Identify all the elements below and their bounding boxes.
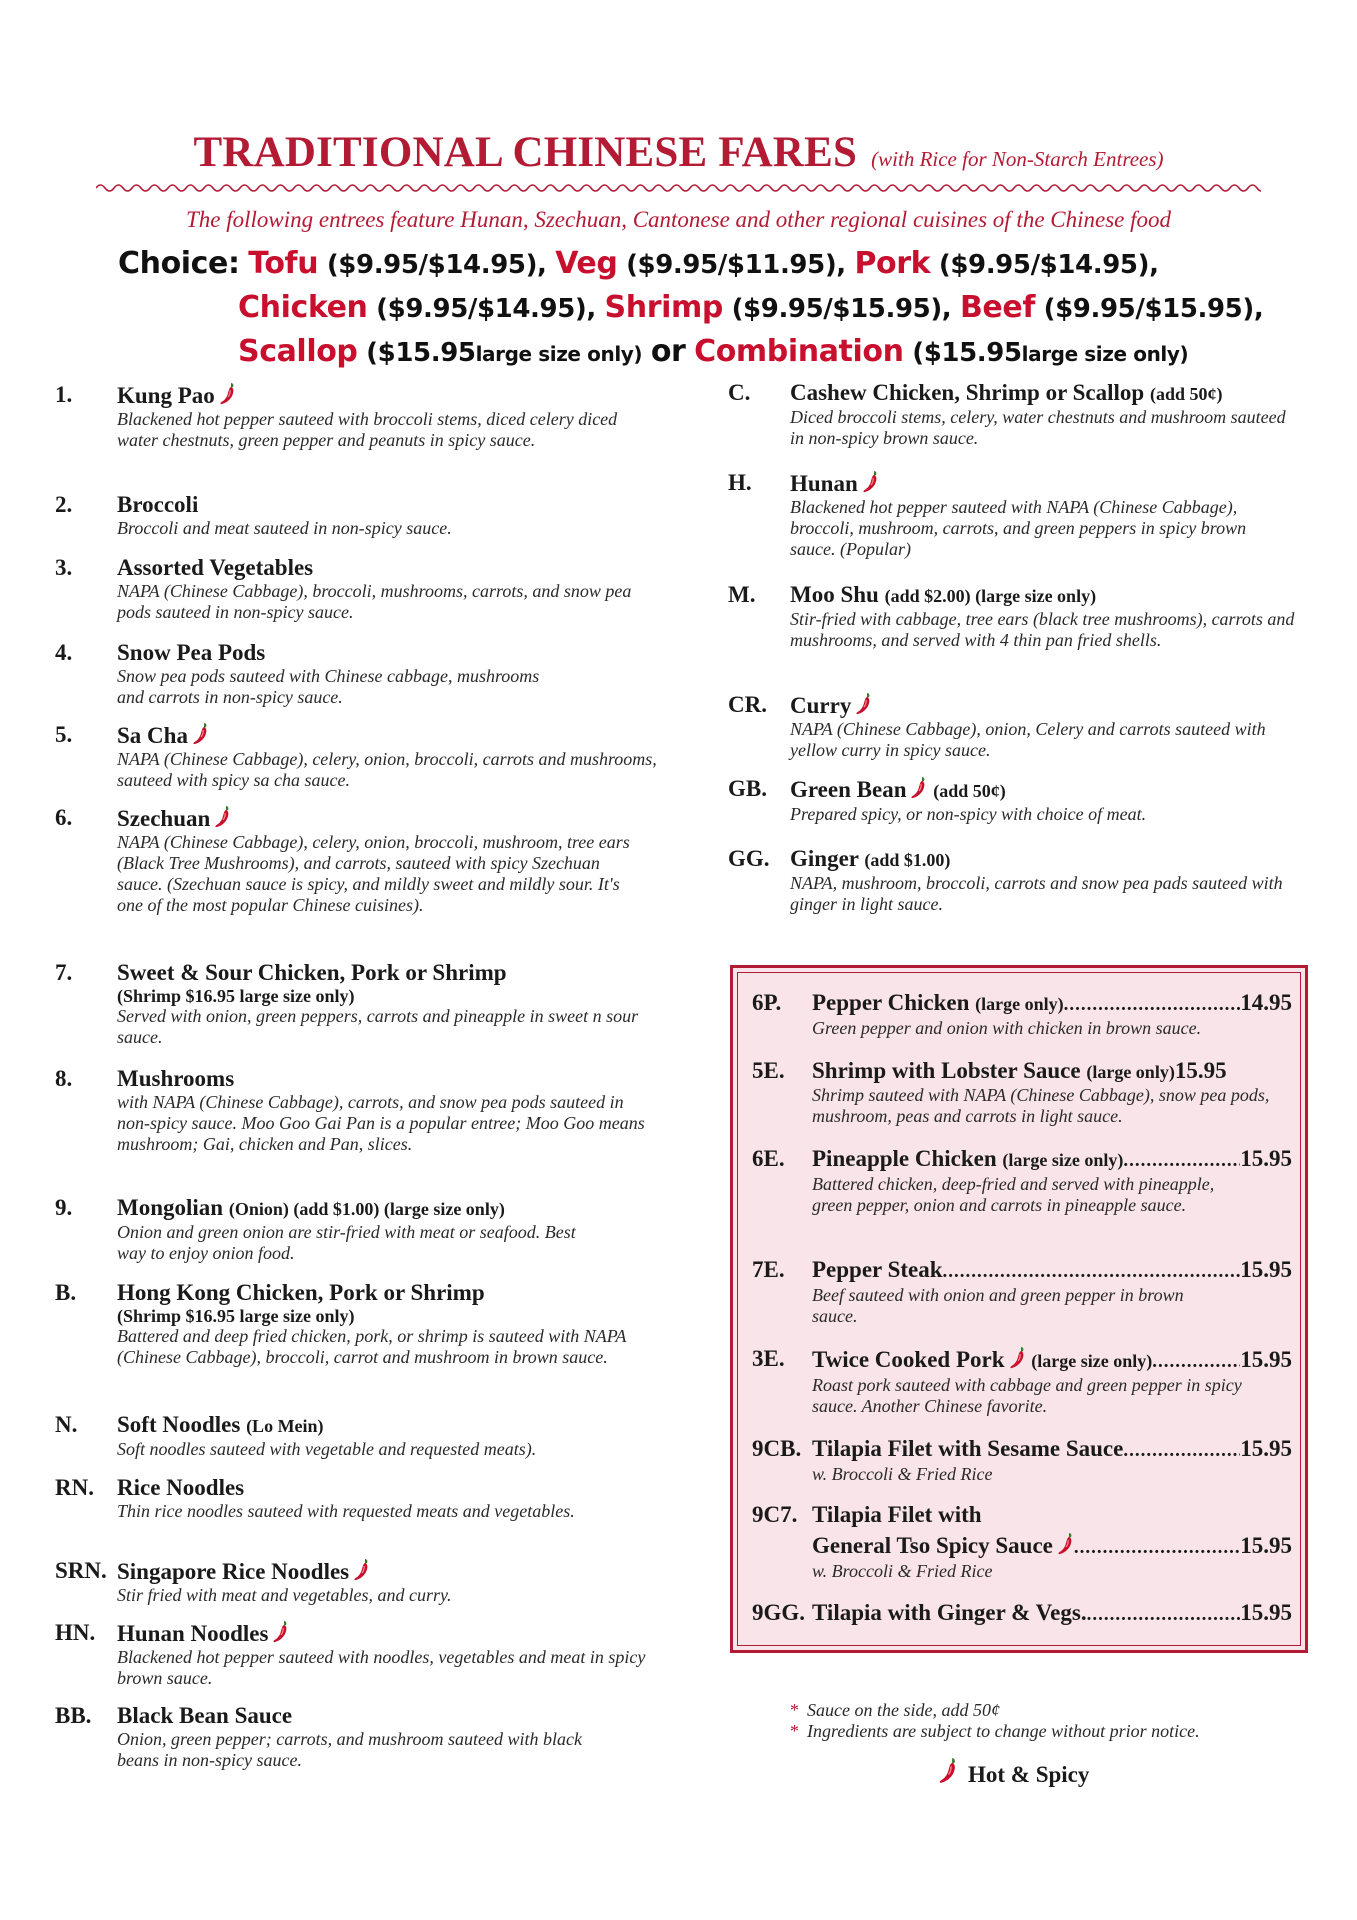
menu-item-soft-noodles (55, 1412, 655, 1460)
choice-scallop-note: large size only) (475, 342, 643, 366)
item-number: B. (55, 1280, 77, 1305)
special-addon: (large only) (1086, 1062, 1175, 1082)
menu-header (0, 128, 1357, 177)
item-description: Diced broccoli stems, celery, water chestnuts and mushroom sauteed in non-spicy brown sauce. (790, 407, 1286, 448)
item-number: 1. (55, 382, 73, 407)
menu-item-hong-kong (55, 1280, 655, 1368)
choice-veg-price: ($9.95/$11.95), (626, 250, 846, 280)
chili-pepper-icon (1057, 1532, 1074, 1556)
item-description: Stir fried with meat and vegetables, and curry. (117, 1585, 452, 1605)
item-description: NAPA (Chinese Cabbage), celery, onion, broccoli, mushroom, tree ears (Black Tree Mushrooms), and carrots, sauteed with spicy Szechuan sauce. (Szechuan sauce is spicy, and mildly sweet and mildly sour. It's one of the most popular Chinese cuisines). (117, 832, 630, 915)
chili-pepper-icon (214, 805, 231, 829)
note-sauce-on-side: Sauce on the side, add 50¢ (807, 1700, 1000, 1720)
item-number: 7. (55, 960, 73, 985)
footer-notes (790, 1700, 1200, 1742)
special-name: Shrimp with Lobster Sauce (812, 1058, 1081, 1083)
special-addon: (large only) (975, 994, 1064, 1014)
menu-item-singapore-rice-noodles (55, 1558, 655, 1606)
item-name: Black Bean Sauce (117, 1703, 293, 1728)
choice-shrimp: Shrimp (604, 290, 723, 325)
item-description: Soft noodles sauteed with vegetable and requested meats). (117, 1439, 537, 1459)
special-name: Tilapia with Ginger & Vegs. (812, 1600, 1087, 1625)
menu-item-mushrooms (55, 1066, 655, 1155)
item-name: Kung Pao (117, 383, 215, 408)
special-price: 15.95 (1240, 1533, 1292, 1558)
special-price: 15.95 (1240, 1347, 1292, 1372)
legend-label: Hot & Spicy (968, 1762, 1090, 1787)
menu-item-rice-noodles (55, 1475, 655, 1522)
item-addon: (add 50¢) (933, 781, 1006, 801)
special-twice-cooked-pork (752, 1346, 1292, 1417)
hot-spicy-legend (934, 1757, 1089, 1788)
choice-pork-price: ($9.95/$14.95), (938, 250, 1159, 280)
choice-beef: Beef (959, 290, 1035, 325)
menu-item-green-bean (728, 776, 1328, 825)
item-addon: (Onion) (add $1.00) (large size only) (228, 1199, 505, 1219)
note-star: * (790, 1721, 799, 1741)
item-description: NAPA (Chinese Cabbage), celery, onion, broccoli, carrots and mushrooms, sauteed with spicy sa cha sauce. (117, 749, 657, 790)
choice-chicken: Chicken (238, 290, 368, 325)
choice-line-1 (118, 246, 1159, 281)
special-description: Green pepper and onion with chicken in brown sauce. (812, 1018, 1202, 1038)
special-price: 15.95 (1174, 1058, 1227, 1083)
item-name: Snow Pea Pods (117, 640, 266, 665)
item-description: Thin rice noodles sauteed with requested meats and vegetables. (117, 1501, 575, 1521)
item-description: NAPA, mushroom, broccoli, carrots and snow pea pads sauteed with ginger in light sauce. (790, 873, 1283, 914)
item-description: Served with onion, green peppers, carrots and pineapple in sweet n sour sauce. (117, 1006, 639, 1047)
menu-item-kung-pao (55, 382, 655, 451)
item-addon: (add $2.00) (large size only) (884, 586, 1097, 606)
item-name: Sa Cha (117, 723, 188, 748)
menu-item-ginger (728, 846, 1328, 915)
page-title: TRADITIONAL CHINESE FARES (193, 129, 858, 176)
item-number: SRN. (55, 1558, 107, 1583)
chili-pepper-icon (219, 382, 236, 406)
item-number: CR. (728, 692, 767, 717)
item-description: NAPA (Chinese Cabbage), broccoli, mushrooms, carrots, and snow pea pods sauteed in non-spicy sauce. (117, 581, 632, 622)
item-number: M. (728, 582, 756, 607)
note-ingredients-change: Ingredients are subject to change without prior notice. (807, 1721, 1200, 1741)
item-description: Blackened hot pepper sauteed with noodles, vegetables and meat in spicy brown sauce. (117, 1647, 646, 1688)
item-description: Blackened hot pepper sauteed with NAPA (Chinese Cabbage), broccoli, mushroom, carrots, and green peppers in spicy brown sauce. (Popular) (790, 497, 1247, 559)
chili-pepper-icon (192, 722, 209, 746)
item-name: Curry (790, 693, 852, 718)
choice-combination-note: large size only) (1021, 342, 1189, 366)
special-pepper-chicken (752, 990, 1292, 1039)
choice-combination: Combination (694, 334, 904, 369)
item-description: Battered and deep fried chicken, pork, or shrimp is sauteed with NAPA (Chinese Cabbage), broccoli, carrot and mushroom in brown sauce. (117, 1326, 627, 1367)
intro-text: The following entrees feature Hunan, Szechuan, Cantonese and other regional cuisines of the Chinese food (185, 207, 1172, 232)
item-description: Broccoli and meat sauteed in non-spicy sauce. (117, 518, 452, 538)
choice-chicken-price: ($9.95/$14.95), (376, 294, 596, 324)
item-number: C. (728, 380, 751, 405)
menu-item-cashew (728, 380, 1328, 449)
choice-pork: Pork (854, 246, 931, 281)
choice-line-3 (238, 334, 1188, 369)
special-code: 9C7. (752, 1502, 798, 1527)
item-name: Mushrooms (117, 1066, 235, 1091)
item-number: 2. (55, 492, 73, 517)
chili-pepper-icon (272, 1620, 289, 1644)
menu-item-szechuan (55, 805, 655, 916)
item-addon: (add 50¢) (1149, 384, 1223, 404)
special-description: Battered chicken, deep-fried and served with pineapple, green pepper, onion and carrots in pineapple sauce. (812, 1174, 1215, 1215)
special-name-line2: General Tso Spicy Sauce (812, 1533, 1053, 1558)
special-code: 6P. (752, 990, 782, 1015)
item-name: Ginger (790, 846, 859, 871)
item-name: Hunan (790, 471, 858, 496)
special-name: Tilapia Filet with Sesame Sauce (812, 1436, 1124, 1461)
item-subnote: (Shrimp $16.95 large size only) (117, 986, 355, 1006)
menu-item-mongolian (55, 1195, 655, 1264)
item-description: Snow pea pods sauteed with Chinese cabbage, mushrooms and carrots in non-spicy sauce. (117, 666, 540, 707)
special-addon: (large size only) (1002, 1150, 1124, 1170)
special-price: 14.95 (1240, 990, 1292, 1015)
special-pineapple-chicken (752, 1146, 1292, 1216)
menu-item-hunan (728, 470, 1328, 560)
choice-veg: Veg (555, 246, 618, 281)
special-description: w. Broccoli & Fried Rice (812, 1464, 993, 1484)
choice-line-2 (238, 290, 1263, 325)
special-name: Pineapple Chicken (812, 1146, 997, 1171)
menu-item-snow-pea-pods (55, 640, 655, 708)
choice-label: Choice: (118, 246, 240, 281)
item-number: GG. (728, 846, 770, 871)
item-description: with NAPA (Chinese Cabbage), carrots, and snow pea pods sauteed in non-spicy sauce. Moo Goo Gai Pan is a popular entree; Moo Goo means mushroom; Gai, chicken and Pan, slices. (117, 1092, 645, 1154)
note-star: * (790, 1700, 799, 1720)
item-description: Blackened hot pepper sauteed with broccoli stems, diced celery diced water chestnuts, green pepper and peanuts in spicy sauce. (117, 409, 618, 450)
special-description: Roast pork sauteed with cabbage and green pepper in spicy sauce. Another Chinese favorite. (812, 1375, 1242, 1416)
item-addon: (add $1.00) (864, 850, 951, 870)
choice-scallop: Scallop (238, 334, 358, 369)
menu-item-broccoli (55, 492, 655, 539)
special-code: 3E. (752, 1346, 785, 1371)
choice-tofu-price: ($9.95/$14.95), (326, 250, 547, 280)
special-description: Beef sauteed with onion and green pepper in brown sauce. (812, 1285, 1184, 1326)
item-description: Stir-fried with cabbage, tree ears (black tree mushrooms), carrots and mushrooms, and served with 4 thin pan fried shells. (790, 609, 1295, 650)
special-addon: (large size only) (1031, 1351, 1153, 1371)
item-number: N. (55, 1412, 78, 1437)
item-number: BB. (55, 1703, 92, 1728)
item-number: H. (728, 470, 752, 495)
item-name: Broccoli (117, 492, 199, 517)
special-price: 15.95 (1240, 1436, 1292, 1461)
item-subnote: (Shrimp $16.95 large size only) (117, 1306, 355, 1326)
choice-combination-price: ($15.95 (912, 338, 1022, 368)
special-shrimp-lobster (752, 1058, 1292, 1127)
choice-beef-price: ($9.95/$15.95), (1043, 294, 1264, 324)
special-name: Tilapia Filet with (812, 1502, 982, 1527)
special-pepper-steak (752, 1257, 1292, 1327)
choice-scallop-price: ($15.95 (366, 338, 476, 368)
item-number: 6. (55, 805, 73, 830)
menu-item-curry (728, 692, 1328, 761)
chili-pepper-icon (938, 1757, 958, 1785)
menu-item-sweet-sour (55, 960, 655, 1048)
item-name: Sweet & Sour Chicken, Pork or Shrimp (117, 960, 507, 985)
chili-pepper-icon (910, 776, 927, 800)
item-description: NAPA (Chinese Cabbage), onion, Celery and carrots sauteed with yellow curry in spicy sauce. (790, 719, 1266, 760)
item-number: 9. (55, 1195, 73, 1220)
choice-tofu: Tofu (248, 246, 319, 281)
wave-divider (96, 180, 1261, 196)
item-number: GB. (728, 776, 767, 801)
item-name: Green Bean (790, 777, 907, 802)
item-name: Hong Kong Chicken, Pork or Shrimp (117, 1280, 485, 1305)
item-name: Cashew Chicken, Shrimp or Scallop (790, 380, 1145, 405)
special-tilapia-sesame (752, 1436, 1292, 1485)
item-number: RN. (55, 1475, 94, 1500)
chili-pepper-icon (862, 470, 879, 494)
item-number: 4. (55, 640, 73, 665)
item-name: Singapore Rice Noodles (117, 1559, 350, 1584)
chili-pepper-icon (353, 1558, 370, 1582)
item-number: HN. (55, 1620, 96, 1645)
item-number: 8. (55, 1066, 73, 1091)
chili-pepper-icon (855, 692, 872, 716)
special-name: Pepper Chicken (812, 990, 970, 1015)
item-name: Assorted Vegetables (117, 555, 314, 580)
menu-item-hunan-noodles (55, 1620, 655, 1689)
special-price: 15.95 (1240, 1600, 1292, 1625)
special-code: 9CB. (752, 1436, 802, 1461)
special-code: 5E. (752, 1058, 785, 1083)
menu-item-sa-cha (55, 722, 655, 791)
item-name: Soft Noodles (117, 1412, 241, 1437)
choice-shrimp-price: ($9.95/$15.95), (731, 294, 952, 324)
item-number: 3. (55, 555, 73, 580)
menu-item-black-bean-sauce (55, 1703, 655, 1771)
item-name: Szechuan (117, 806, 211, 831)
special-code: 9GG. (752, 1600, 806, 1625)
special-tilapia-general-tso (752, 1502, 1292, 1582)
special-description: Shrimp sauteed with NAPA (Chinese Cabbage), snow pea pods, mushroom, peas and carrots in light sauce. (812, 1085, 1270, 1126)
item-name: Mongolian (117, 1195, 224, 1220)
item-number: 5. (55, 722, 73, 747)
menu-item-moo-shu (728, 582, 1328, 651)
special-code: 6E. (752, 1146, 785, 1171)
page-subtitle: (with Rice for Non-Starch Entrees) (871, 147, 1164, 171)
choice-or: or (650, 334, 686, 369)
menu-item-assorted-vegetables (55, 555, 655, 623)
item-name: Moo Shu (790, 582, 879, 607)
special-name: Twice Cooked Pork (812, 1347, 1005, 1372)
special-price: 15.95 (1240, 1146, 1292, 1171)
special-price: 15.95 (1240, 1257, 1292, 1282)
special-name: Pepper Steak (812, 1257, 943, 1282)
item-description: Onion, green pepper; carrots, and mushroom sauteed with black beans in non-spicy sauce. (117, 1729, 582, 1770)
item-addon: (Lo Mein) (246, 1416, 324, 1436)
item-description: Prepared spicy, or non-spicy with choice of meat. (790, 804, 1147, 824)
item-name: Hunan Noodles (117, 1621, 269, 1646)
special-tilapia-ginger (752, 1600, 1292, 1628)
item-name: Rice Noodles (117, 1475, 245, 1500)
chili-pepper-icon (1009, 1346, 1026, 1370)
special-description: w. Broccoli & Fried Rice (812, 1561, 993, 1581)
special-code: 7E. (752, 1257, 785, 1282)
item-description: Onion and green onion are stir-fried with meat or seafood. Best way to enjoy onion food. (117, 1222, 576, 1263)
